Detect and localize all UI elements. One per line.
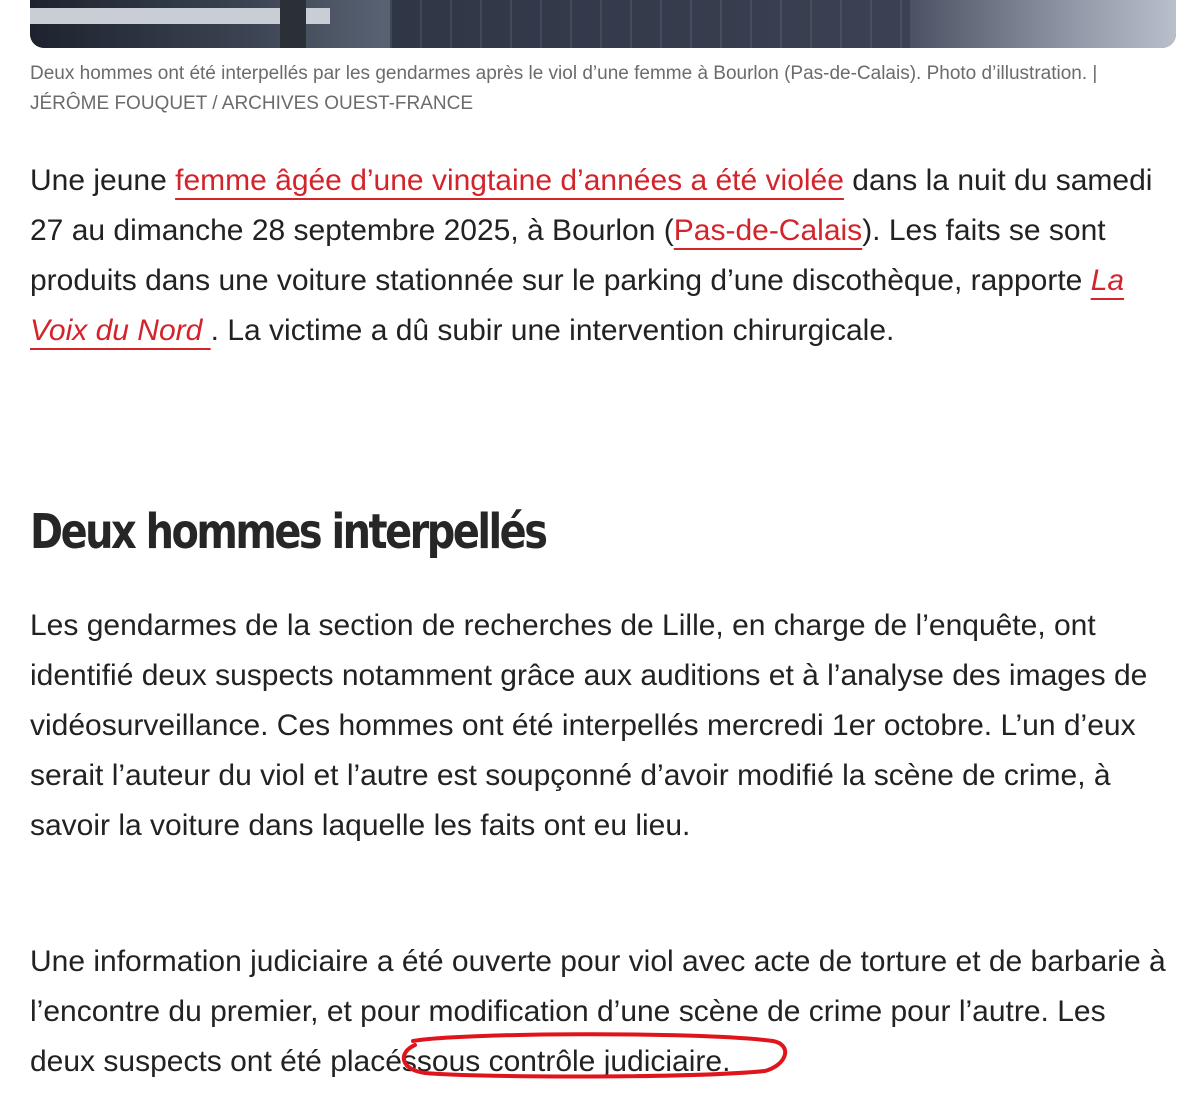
article-link-victim[interactable]: femme âgée d’une vingtaine d’années a été violée [175,164,844,197]
photo-caption: Deux hommes ont été interpellés par les gendarmes après le viol d’une femme à Bourlon (Pas-de-Calais). Photo d’illustration. | JÉRÔME FOUQUET / ARCHIVES OUEST-FRANCE [30,63,1098,114]
article-paragraph-3 [30,937,1170,1087]
article-link-pas-de-calais[interactable]: Pas-de-Calais [673,214,863,247]
photo-beam [280,0,306,48]
paragraph-text: dans la nuit du samedi 27 au dimanche 28 septembre 2025, à Bourlon ( [30,164,1153,247]
article-link-la-voix-du-nord[interactable]: La Voix du Nord [30,264,1125,347]
photo-sky-glow [910,0,1176,48]
article-paragraph-1 [30,156,1170,356]
article-paragraph-2: Les gendarmes de la section de recherches de Lille, en charge de l’enquête, ont identifié deux suspects notamment grâce aux auditions et à l’analyse des images de vidéosurveillance. Ces hommes ont été interpellés mercredi 1er octobre. L’un d’eux serait l’auteur du viol et l’autre est soupçonné d’avoir modifié la scène de crime, à savoir la voiture dans laquelle les faits ont eu lieu. [30,609,1148,842]
highlighted-phrase [417,1037,731,1087]
highlighted-text: sous contrôle judiciaire. [416,1045,731,1078]
paragraph-text: Une information judiciaire a été ouverte pour viol avec acte de torture et de barbarie à l’encontre du premier, et pour modification d’une scène de crime pour l’autre. Les deux suspects ont été placés [30,945,1166,1078]
paragraph-text: ). Les faits se sont produits dans une voiture stationnée sur le parking d’une discothèque, rapporte [30,214,1106,297]
section-heading: Deux hommes interpellés [30,504,546,560]
paragraph-text: Une jeune [30,164,176,197]
photo-window-grid [390,0,910,48]
article-photo [30,0,1176,48]
paragraph-text: . La victime a dû subir une intervention chirurgicale. [210,314,895,347]
